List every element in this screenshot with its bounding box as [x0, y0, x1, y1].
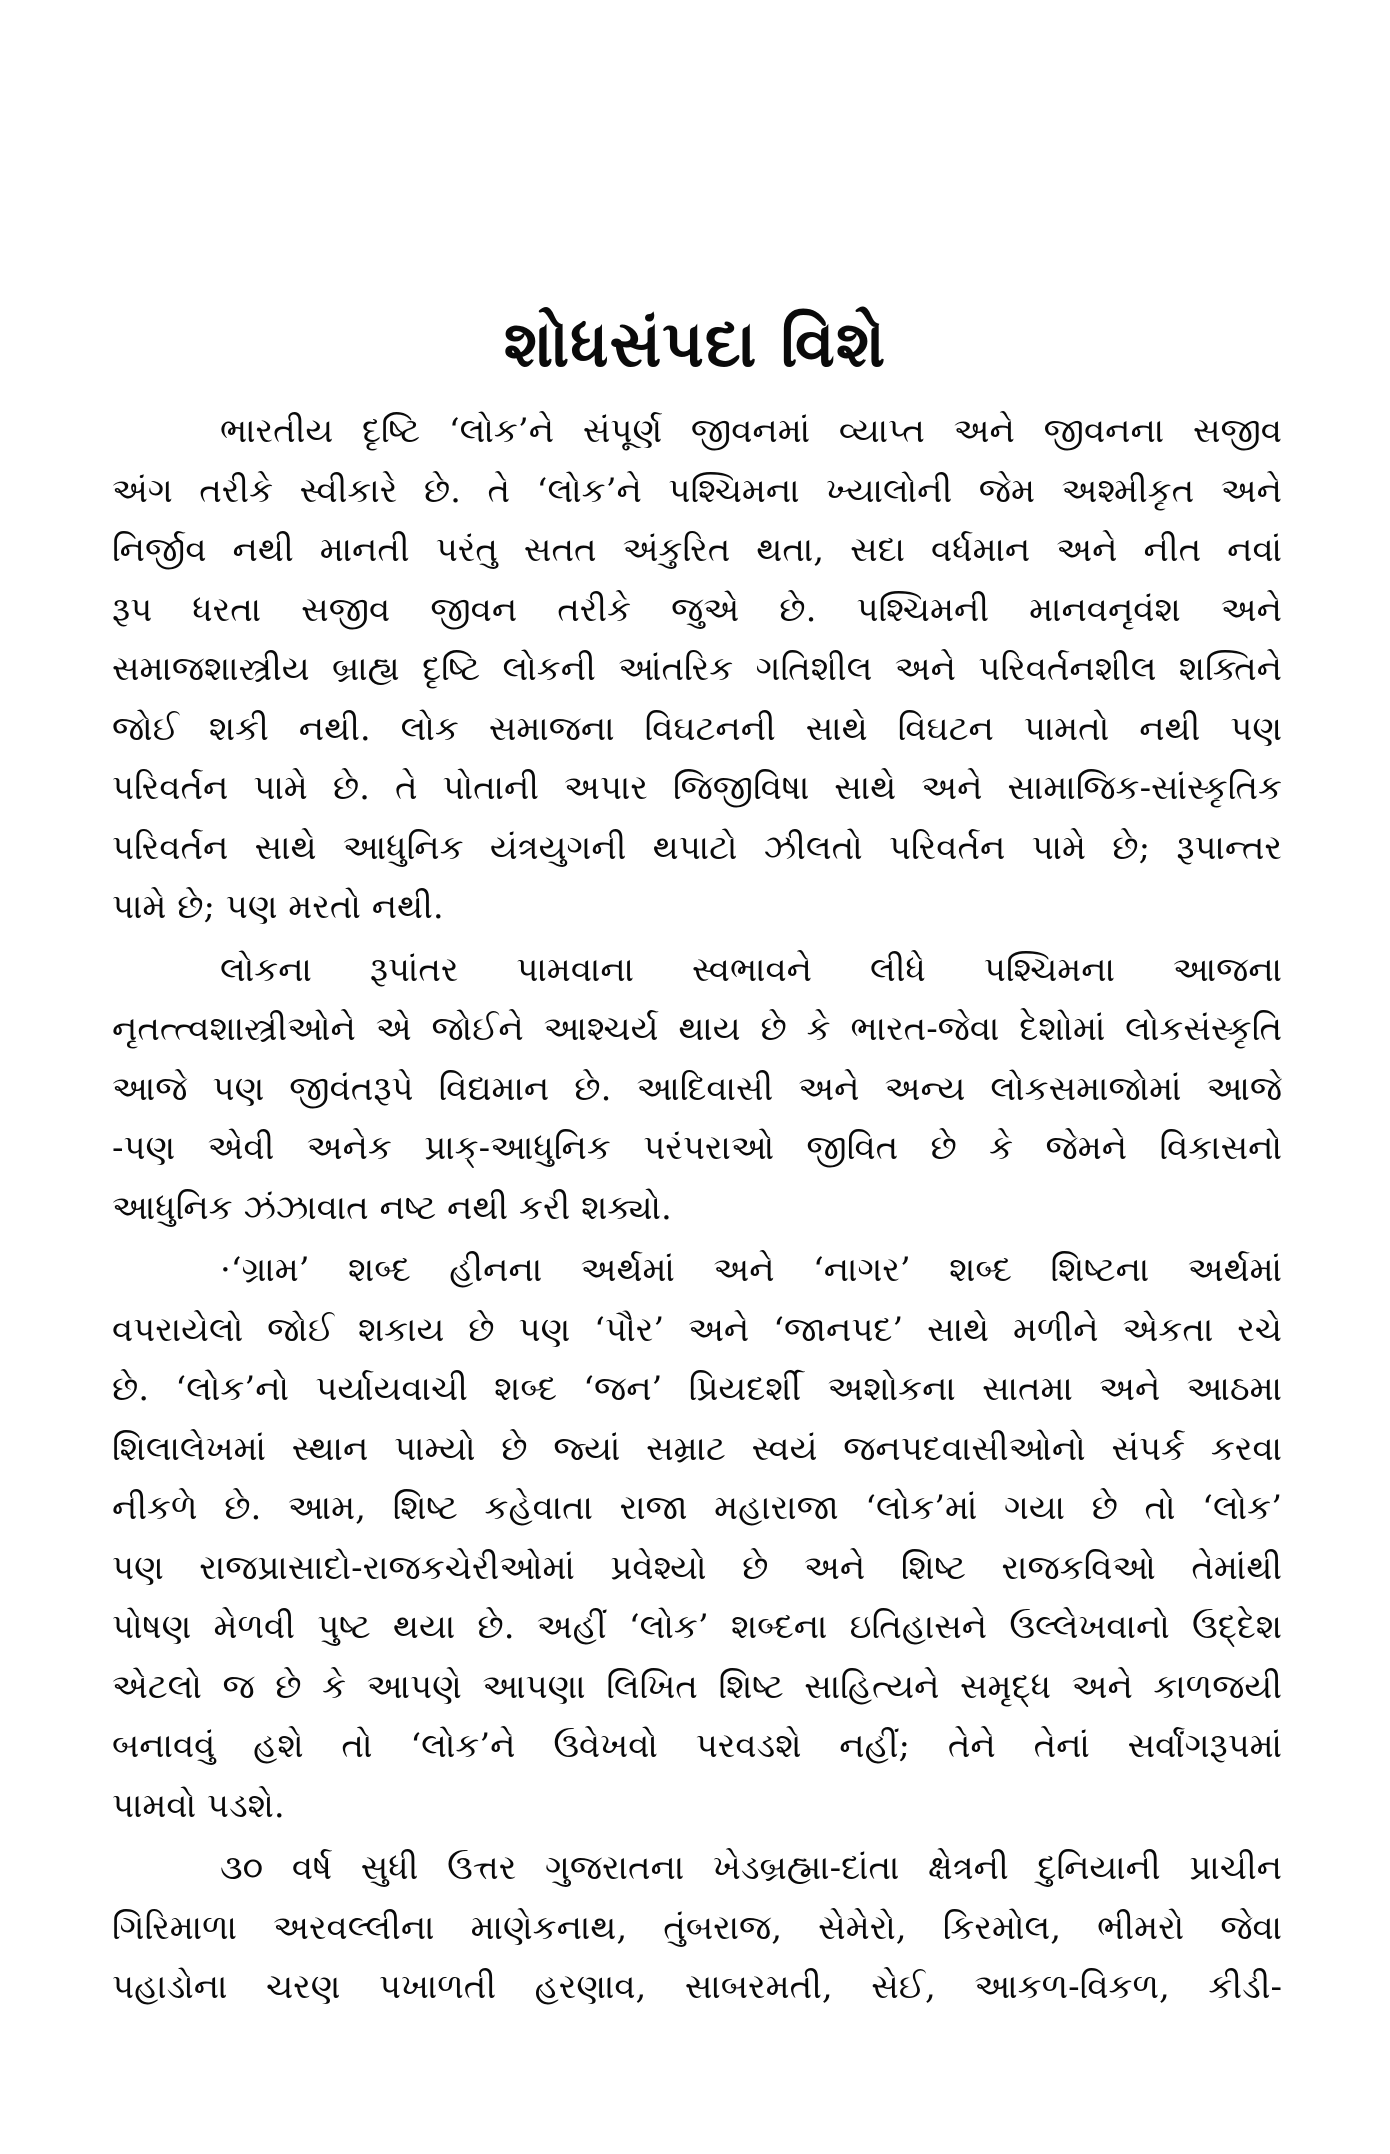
text-line: આજે પણ જીવંતરૂપે વિદ્યમાન છે. આદિવાસી અને અન્ય લોકસમાજોમાં આજે	[112, 1068, 1282, 1109]
text-line: નીકળે છે. આમ, શિષ્ટ કહેવાતા રાજા મહારાજા ‘લોક’માં ગયા છે તો ‘લોક’	[112, 1488, 1282, 1528]
text-line: પણ રાજપ્રાસાદો-રાજકચેરીઓમાં પ્રવેશ્યો છે અને શિષ્ટ રાજકવિઓ તેમાંથી	[112, 1547, 1282, 1588]
text-line: પામે છે; પણ મરતો નથી.	[112, 887, 444, 927]
paragraph-3	[112, 1241, 1282, 1836]
text-line: પોષણ મેળવી પુષ્ટ થયા છે. અહીં ‘લોક’ શબ્દના ઇતિહાસને ઉલ્લેખવાનો ઉદ્દેશ	[112, 1607, 1282, 1647]
paragraph-1	[112, 402, 1282, 938]
text-line: ·‘ગ્રામ’ શબ્દ હીનના અર્થમાં અને ‘નાગર’ શબ્દ શિષ્ટના અર્થમાં	[220, 1250, 1282, 1290]
text-line: સમાજશાસ્ત્રીય બ્રાહ્ય દૃષ્ટિ લોકની આંતરિક ગતિશીલ અને પરિવર્તનશીલ શક્તિને	[112, 649, 1282, 689]
text-line: છે. ‘લોક’નો પર્યાયવાચી શબ્દ ‘જન’ પ્રિયદર્શી અશોકના સાતમા અને આઠમા	[112, 1369, 1282, 1409]
text-line: પહાડોના ચરણ પખાળતી હરણાવ, સાબરમતી, સેઈ, આકળ-વિકળ, કીડી-	[112, 1967, 1282, 2007]
text-line: પરિવર્તન સાથે આધુનિક યંત્રયુગની થપાટો ઝીલતો પરિવર્તન પામે છે; રૂપાન્તર	[112, 827, 1282, 868]
text-line: નૃતત્ત્વશાસ્ત્રીઓને એ જોઈને આશ્ચર્ય થાય છે કે ભારત-જેવા દેશોમાં લોકસંસ્કૃતિ	[112, 1009, 1282, 1049]
text-line: શિલાલેખમાં સ્થાન પામ્યો છે જ્યાં સમ્રાટ સ્વયં જનપદવાસીઓનો સંપર્ક કરવા	[112, 1428, 1282, 1469]
text-line: ગિરિમાળા અરવલ્લીના માણેકનાથ, તુંબરાજ, સેમેરો, કિરમોલ, ભીમરો જેવા	[112, 1907, 1282, 1948]
text-line: પરિવર્તન પામે છે. તે પોતાની અપાર જિજીવિષા સાથે અને સામાજિક-સાંસ્કૃતિક	[112, 768, 1282, 808]
page-title: શોધસંપદા વિશે	[503, 306, 887, 382]
text-line: લોકના રૂપાંતર પામવાના સ્વભાવને લીધે પશ્ચિમના આજના	[220, 949, 1282, 990]
text-line: ૩૦ વર્ષ સુધી ઉત્તર ગુજરાતના ખેડબ્રહ્મા-દાંતા ક્ષેત્રની દુનિયાની પ્રાચીન	[220, 1848, 1282, 1888]
paragraph-4	[112, 1839, 1282, 2018]
text-line: વપરાયેલો જોઈ શકાય છે પણ ‘પૌર’ અને ‘જાનપદ’ સાથે મળીને એકતા રચે	[112, 1309, 1282, 1350]
body-text	[112, 402, 1282, 2018]
text-line: રૂપ ધરતા સજીવ જીવન તરીકે જુએ છે. પશ્ચિમની માનવનૃવંશ અને	[112, 589, 1282, 630]
text-line: અંગ તરીકે સ્વીકારે છે. તે ‘લોક’ને પશ્ચિમના ખ્યાલોની જેમ અશ્મીકૃત અને	[112, 470, 1282, 511]
paragraph-2	[112, 941, 1282, 1239]
text-line: બનાવવું હશે તો ‘લોક’ને ઉવેખવો પરવડશે નહીં; તેને તેનાં સર્વાંગરૂપમાં	[112, 1726, 1282, 1766]
text-line: એટલો જ છે કે આપણે આપણા લિખિત શિષ્ટ સાહિત્યને સમૃદ્ધ અને કાળજયી	[112, 1666, 1282, 1707]
text-line: નિર્જીવ નથી માનતી પરંતુ સતત અંકુરિત થતા, સદા વર્ધમાન અને નીત નવાં	[112, 530, 1282, 570]
text-line: પામવો પડશે.	[112, 1785, 285, 1826]
text-line: -પણ એવી અનેક પ્રાક્-આધુનિક પરંપરાઓ જીવિત છે કે જેમને વિકાસનો	[112, 1128, 1282, 1168]
text-line: જોઈ શકી નથી. લોક સમાજના વિઘટનની સાથે વિઘટન પામતો નથી પણ	[112, 708, 1282, 749]
text-line: ભારતીય દૃષ્ટિ ‘લોક’ને સંપૂર્ણ જીવનમાં વ્યાપ્ત અને જીવનના સજીવ	[220, 411, 1282, 451]
text-line: આધુનિક ઝંઝાવાત નષ્ટ નથી કરી શક્યો.	[112, 1187, 672, 1228]
